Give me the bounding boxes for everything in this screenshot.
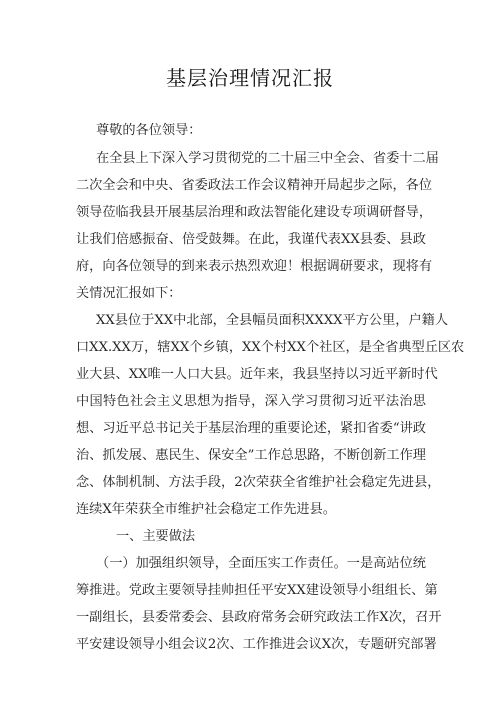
body-line: （一）加强组织领导，全面压实工作责任。一是高站位统 bbox=[96, 556, 426, 571]
body-line: 连续X年荣获全市维护社会稳定工作先进县。 bbox=[76, 502, 336, 517]
body-line: 在全县上下深入学习贯彻党的二十届三中全会、省委十二届 bbox=[96, 151, 439, 166]
body-line: 筹推进。党政主要领导挂帅担任平安XX建设领导小组组长、第 bbox=[76, 583, 438, 598]
body-line: 一副组长，县委常委会、县政府常务会研究政法工作X次，召开 bbox=[76, 610, 442, 625]
salutation: 尊敬的各位领导： bbox=[96, 123, 202, 138]
body-line: 二次全会和中央、省委政法工作会议精神开局起步之际，各位 bbox=[76, 178, 433, 193]
body-line: 让我们倍感振奋、倍受鼓舞。在此，我谨代表XX县委、县政 bbox=[76, 232, 426, 247]
body-line: 领导莅临我县开展基层治理和政法智能化建设专项调研督导， bbox=[76, 205, 433, 220]
body-line: 平安建设领导小组会议2次、工作推进会议X次，专题研究部署 bbox=[76, 637, 437, 652]
body-line: 念、体制机制、方法手段，2次荣获全省维护社会稳定先进县， bbox=[76, 475, 441, 490]
body-line: 口XX.XX万，辖XX个乡镇，XX个村XX个社区，是全省典型丘区农 bbox=[76, 340, 465, 355]
body-line: 想、习近平总书记关于基层治理的重要论述，紧扣省委“讲政 bbox=[76, 421, 426, 436]
body-line: 关情况汇报如下： bbox=[76, 286, 182, 301]
body-line: 治、抓发展、惠民生、保安全”工作总思路，不断创新工作理 bbox=[76, 448, 426, 463]
document-title: 基层治理情况汇报 bbox=[166, 66, 334, 90]
section-heading: 一、主要做法 bbox=[116, 529, 196, 544]
body-line: 府，向各位领导的到来表示热烈欢迎！根据调研要求，现将有 bbox=[76, 259, 433, 274]
body-line: XX县位于XX中北部，全县幅员面积XXXX平方公里，户籍人 bbox=[96, 313, 449, 328]
body-line: 中国特色社会主义思想为指导，深入学习贯彻习近平法治思 bbox=[76, 394, 426, 409]
body-line: 业大县、XX唯一人口大县。近年来，我县坚持以习近平新时代 bbox=[76, 367, 438, 382]
